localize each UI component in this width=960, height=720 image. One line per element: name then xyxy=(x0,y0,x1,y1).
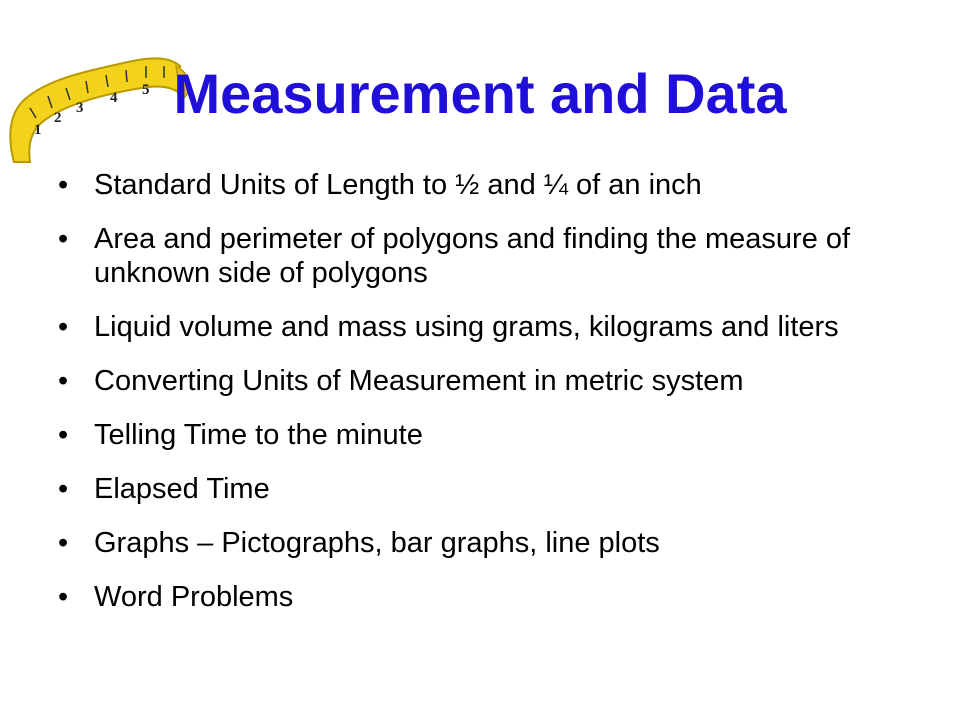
bullet-text: Liquid volume and mass using grams, kilograms and liters xyxy=(94,311,839,343)
bullet-marker: • xyxy=(58,419,69,451)
bullet-text: Converting Units of Measurement in metric system xyxy=(94,365,744,397)
bullet-list xyxy=(58,168,898,634)
tape-number-3: 3 xyxy=(76,100,84,116)
bullet-marker: • xyxy=(58,581,69,613)
tape-number-4: 4 xyxy=(110,90,118,106)
bullet-text: Area and perimeter of polygons and finding the measure of unknown side of polygons xyxy=(94,223,851,289)
bullet-marker: • xyxy=(58,169,69,201)
bullet-marker: • xyxy=(58,365,69,397)
bullet-marker: • xyxy=(58,311,69,343)
list-item xyxy=(58,364,898,398)
slide-title: Measurement and Data xyxy=(173,62,787,125)
bullet-text: Graphs – Pictographs, bar graphs, line plots xyxy=(94,527,660,559)
bullet-text: Elapsed Time xyxy=(94,473,270,505)
tape-number-1: 1 xyxy=(34,122,42,138)
bullet-text: Word Problems xyxy=(94,581,294,613)
bullet-text: Telling Time to the minute xyxy=(94,419,423,451)
list-item xyxy=(58,222,898,290)
list-item xyxy=(58,310,898,344)
bullet-text: Standard Units of Length to ½ and ¼ of an inch xyxy=(94,169,702,201)
list-item xyxy=(58,418,898,452)
list-item xyxy=(58,168,898,202)
bullet-marker: • xyxy=(58,527,69,559)
bullet-marker: • xyxy=(58,223,69,255)
list-item xyxy=(58,472,898,506)
bullet-marker: • xyxy=(58,473,69,505)
tape-number-2: 2 xyxy=(54,110,62,126)
list-item xyxy=(58,526,898,560)
tape-number-5: 5 xyxy=(142,82,150,98)
list-item xyxy=(58,580,898,614)
